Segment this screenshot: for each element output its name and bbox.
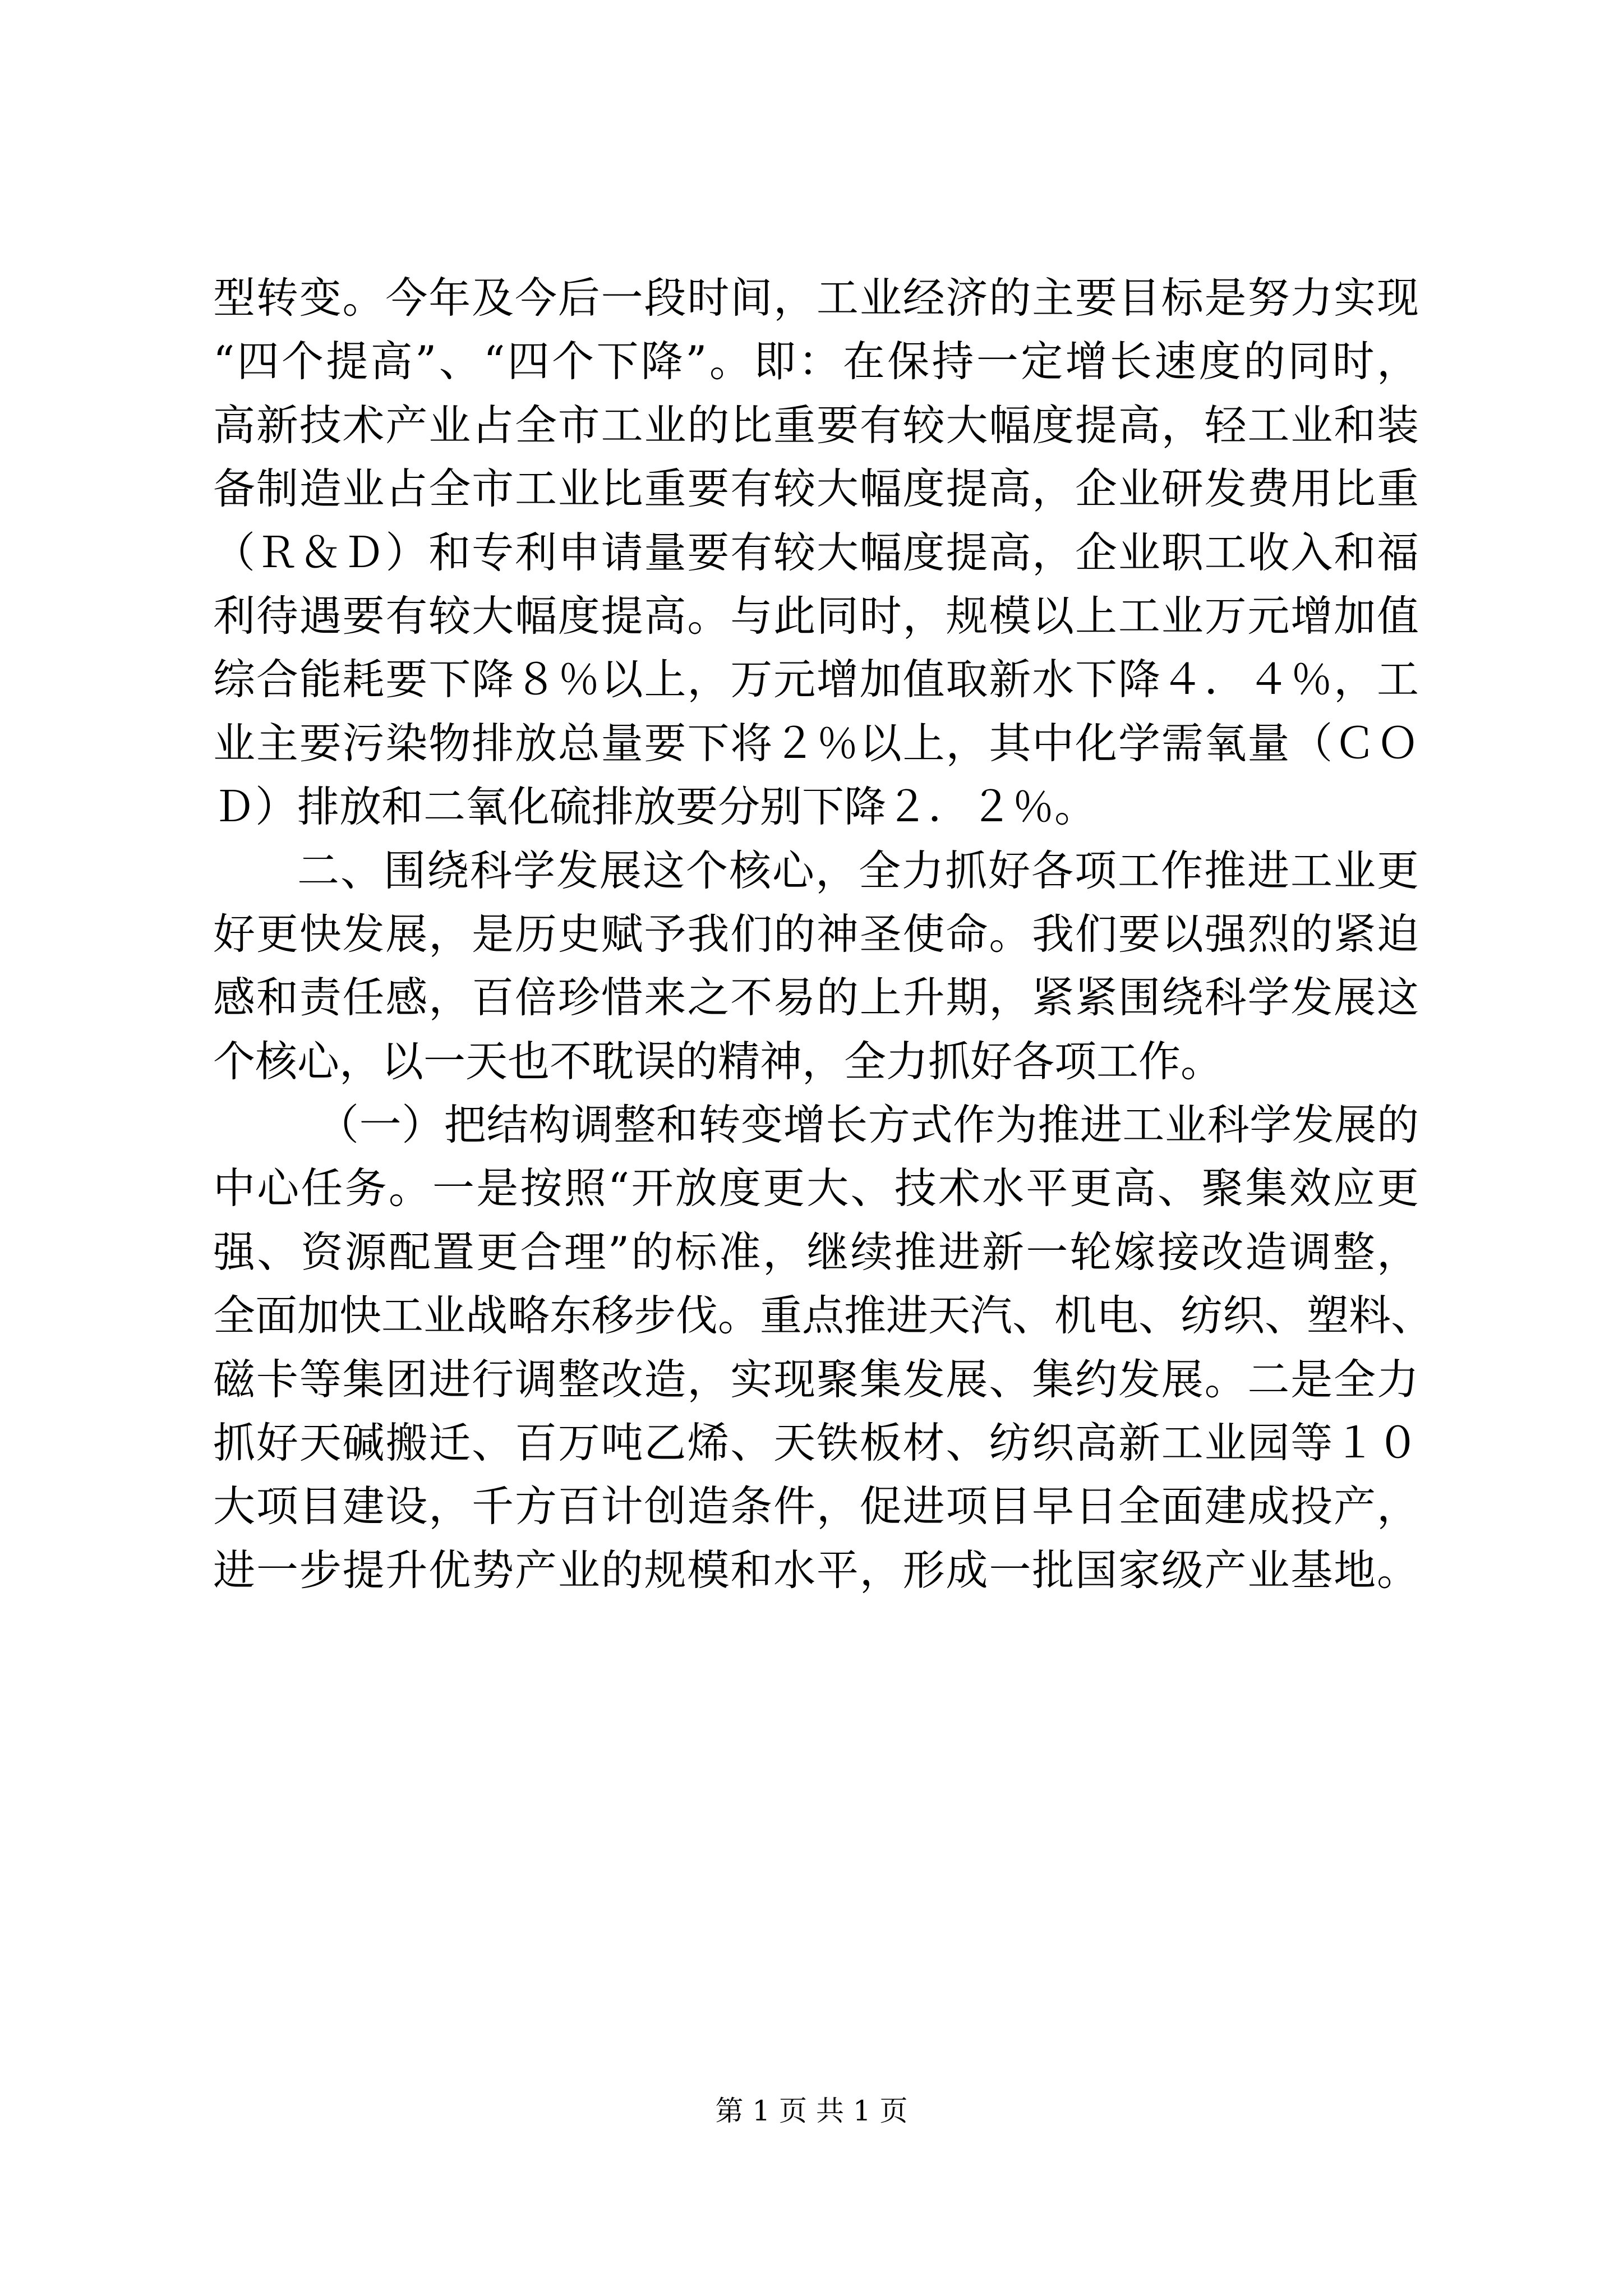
text-line: 型转变。今年及今后一段时间，工业经济的主要目标是努力实现 [213,273,1419,323]
text-line: 磁卡等集团进行调整改造，实现聚集发展、集约发展。二是全力 [213,1354,1419,1404]
text-line: 全面加快工业战略东移步伐。重点推进天汽、机电、纺织、塑料、 [213,1291,1433,1341]
text-line: “四个提高”、“四个下降”。即：在保持一定增长速度的同时， [213,337,1419,386]
text-line: 中心任务。一是按照“开放度更大、技术水平更高、聚集效应更 [213,1163,1419,1213]
text-line: 备制造业占全市工业比重要有较大幅度提高，企业研发费用比重 [213,464,1419,514]
text-line: 综合能耗要下降８％以上，万元增加值取新水下降４．４％，工 [213,655,1419,705]
text-line: 好更快发展，是历史赋予我们的神圣使命。我们要以强烈的紧迫 [213,909,1419,959]
text-line: 进一步提升优势产业的规模和水平，形成一批国家级产业基地。 [213,1545,1419,1595]
text-line: 感和责任感，百倍珍惜来之不易的上升期，紧紧围绕科学发展这 [213,973,1419,1023]
text-line: 业主要污染物排放总量要下将２％以上，其中化学需氧量（ＣＯ [213,718,1419,768]
text-line: Ｄ）排放和二氧化硫排放要分别下降２．２％。 [213,782,1097,832]
text-line: （一）把结构调整和转变增长方式作为推进工业科学发展的 [317,1100,1419,1150]
text-line: 抓好天碱搬迁、百万吨乙烯、天铁板材、纺织高新工业园等１０ [213,1418,1419,1468]
text-line: 大项目建设，千方百计创造条件，促进项目早日全面建成投产， [213,1481,1419,1531]
document-body [213,266,1433,1602]
text-line: 高新技术产业占全市工业的比重要有较大幅度提高，轻工业和装 [213,400,1419,450]
text-line: （Ｒ＆Ｄ）和专利申请量要有较大幅度提高，企业职工收入和福 [213,527,1419,577]
text-line: 个核心，以一天也不耽误的精神，全力抓好各项工作。 [213,1036,1223,1086]
page-footer: 第 1 页 共 1 页 [715,2095,908,2127]
text-line: 强、资源配置更合理”的标准，继续推进新一轮嫁接改造调整， [213,1227,1419,1277]
text-line: 利待遇要有较大幅度提高。与此同时，规模以上工业万元增加值 [213,591,1419,641]
text-line: 二、围绕科学发展这个核心，全力抓好各项工作推进工业更 [297,845,1419,895]
